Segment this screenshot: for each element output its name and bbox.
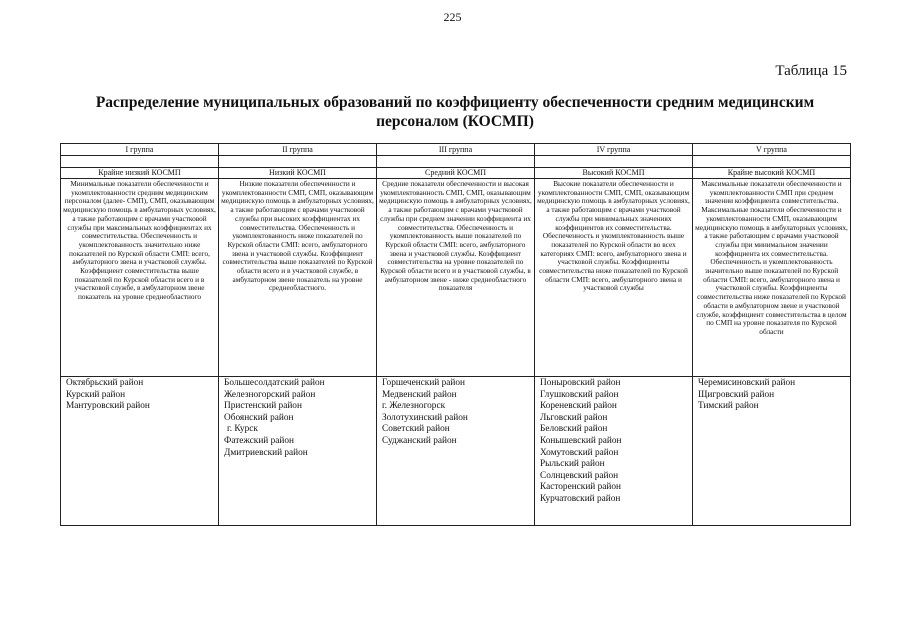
district-list [693, 377, 851, 526]
district-item: Солнцевский район [540, 470, 619, 481]
district-item: Тимский район [698, 401, 759, 412]
district-list [61, 377, 219, 526]
district-item: г. Курск [227, 424, 258, 435]
level-label: Крайне низкий КОСМП [61, 168, 219, 179]
district-item: Рыльский район [540, 459, 605, 470]
group-header: V группа [693, 144, 851, 156]
page-number: 225 [443, 10, 462, 24]
district-item: Железногорский район [224, 389, 316, 400]
spacer-cell [693, 156, 851, 168]
district-item: Касторенский район [540, 482, 621, 493]
district-item: Беловский район [540, 424, 608, 435]
description-row [61, 179, 851, 377]
district-item: Конышевский район [540, 435, 622, 446]
district-item: Курский район [66, 389, 126, 400]
district-item: Обоянский район [224, 412, 294, 423]
district-item: Большесолдатский район [224, 378, 325, 388]
district-item: Дмитриевский район [224, 447, 308, 458]
district-item: Льговский район [540, 412, 608, 423]
district-item: Суджанский район [382, 435, 457, 446]
district-item: Медвенский район [382, 389, 457, 400]
level-row [61, 168, 851, 179]
group-header: III группа [377, 144, 535, 156]
level-label: Высокий КОСМП [535, 168, 693, 179]
spacer-cell [535, 156, 693, 168]
district-item: Советский район [382, 424, 450, 435]
group-description: Минимальные показатели обеспеченности и укомплектованности средним медицинским персоналом (далее- СМП), СМП, оказывающим медицинскую помощь в амбулаторных условиях, а также работающим с врачами участковой службы при максимальных коэффициентах их совместительства. Обеспеченность и укомплектованность значительно ниже показателей по Курской области СМП: всего, амбулаторного звена и участковой службы. Коэффициент совместительства выше показателей по Курской области всего и в участковой службе, в амбулаторном звене показатель на уровне среднеобластного [61, 179, 219, 377]
level-label: Средний КОСМП [377, 168, 535, 179]
group-description: Максимальные показатели обеспеченности и укомплектованности СМП при среднем значении коэффициента совместительства. Максимальные показатели обеспеченности и укомплектованности СМП, оказывающим медицинскую помощь в амбулаторных условиях, а также работающим с врачами участковой службы при минимальном значении коэффициента их совместительства. Обеспеченность и укомплектованность значительно выше показателей по Курской области СМП: всего, амбулаторного звена и участковой службы. Коэффициенты совместительства ниже показателей по Курской области в амбулаторном звене и участковой службе, коэффициент совместительства в целом по СМП на уровне показателя по Курской области [693, 179, 851, 377]
district-item: Черемисиновский район [698, 378, 796, 388]
district-item: Щигровский район [698, 389, 775, 400]
group-description: Средние показатели обеспеченности и высокая укомплектованность СМП, СМП, оказывающим медицинскую помощь в амбулаторных условиях, а также работающим с врачами участковой службы при среднем значении коэффициента их совместительства. Обеспеченность и укомплектованность выше показателей по Курской области СМП: всего, амбулаторного звена и участковой службы. Коэффициент совместительства на уровне показателей по Курской области всего и в участковой службы, в амбулаторном звене - ниже среднеобластного показателя [377, 179, 535, 377]
spacer-cell [219, 156, 377, 168]
district-item: Октябрьский район [66, 378, 144, 388]
table-label: Таблица 15 [775, 63, 847, 79]
level-label: Крайне высокий КОСМП [693, 168, 851, 179]
title-line-1: Распределение муниципальных образований по коэффициенту обеспеченности средним медицинским [95, 94, 815, 111]
group-header: II группа [219, 144, 377, 156]
spacer-cell [377, 156, 535, 168]
district-item: Пристенский район [224, 401, 302, 412]
districts-row [61, 377, 851, 526]
table-title [70, 93, 840, 131]
group-description: Высокие показатели обеспеченности и укомплектованности СМП, СМП, оказывающим медицинскую помощь в амбулаторных условиях, а также работающим с врачами участковой службы при минимальных значениях коэффициентов их совместительства. Обеспеченность и укомплектованность выше показателей по Курской области во всех категориях СМП: всего, амбулаторного звена и участковой службы. Коэффициенты совместительства ниже показателей по Курской области СМП: всего, амбулаторного звена и участковой службы [535, 179, 693, 377]
district-item: Поныровский район [540, 378, 621, 388]
district-item: Глушковский район [540, 389, 619, 400]
district-item: г. Железногорск [382, 401, 446, 412]
level-label: Низкий КОСМП [219, 168, 377, 179]
district-item: Курчатовский район [540, 493, 621, 504]
district-list [219, 377, 377, 526]
spacer-cell [61, 156, 219, 168]
district-item: Кореневский район [540, 401, 617, 412]
group-header-row [61, 144, 851, 156]
group-header: I группа [61, 144, 219, 156]
spacer-row [61, 156, 851, 168]
district-list [377, 377, 535, 526]
district-list [535, 377, 693, 526]
district-item: Хомутовский район [540, 447, 619, 458]
group-description: Низкие показатели обеспеченности и укомплектованности СМП, СМП, оказывающим медицинскую помощь в амбулаторных условиях, а также работающим с врачами участковой службы при высоких коэффициентах их совместительства. Обеспеченность и укомплектованность ниже показателей по Курской области СМП: всего, амбулаторного звена и участковой службы. Коэффициент совместительства выше показателей по Курской области всего и в участковой службе, в амбулаторном звене показатель на уровне среднеобластного. [219, 179, 377, 377]
group-header: IV группа [535, 144, 693, 156]
title-line-2: персоналом (КОСМП) [376, 113, 534, 130]
district-item: Фатежский район [224, 435, 294, 446]
distribution-table [60, 143, 851, 526]
district-item: Мантуровский район [66, 401, 150, 412]
district-item: Золотухинский район [382, 412, 468, 423]
district-item: Горшеченский район [382, 378, 465, 388]
